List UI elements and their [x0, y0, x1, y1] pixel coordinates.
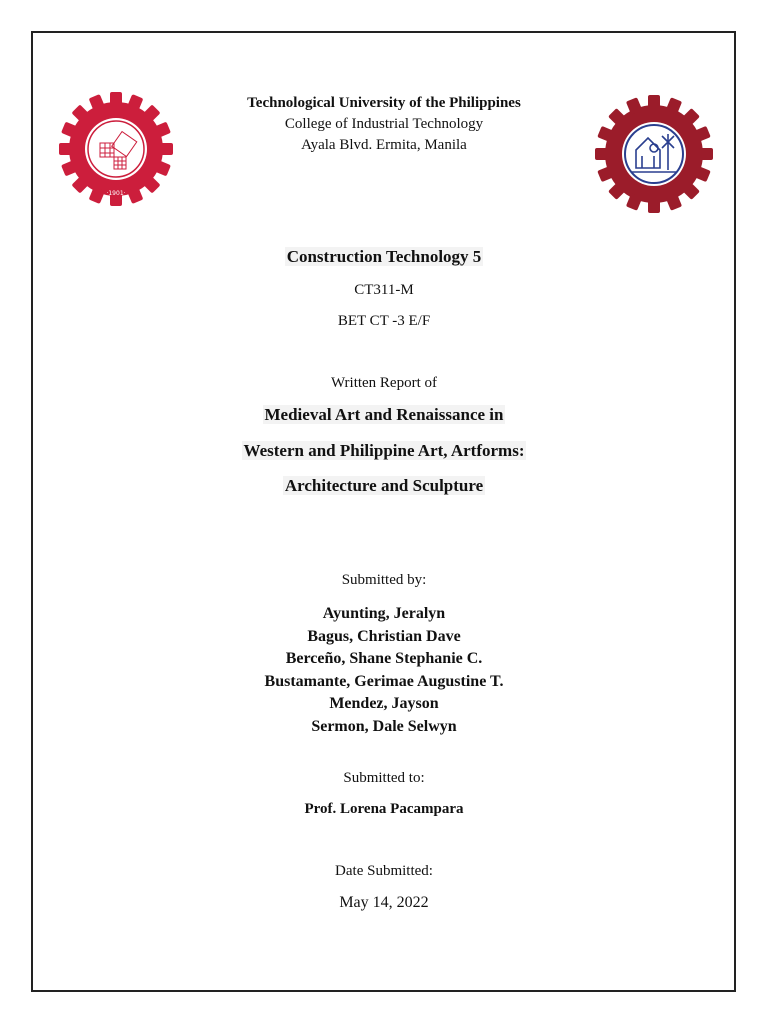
author-name: Sermon, Dale Selwyn	[311, 717, 457, 735]
author-list	[0, 603, 768, 738]
svg-text:·1901·: ·1901·	[106, 190, 126, 197]
report-label: Written Report of	[330, 375, 438, 391]
report-title-text: Western and Philippine Art, Artforms:	[243, 441, 525, 460]
author-name: Ayunting, Jeralyn	[322, 605, 446, 622]
report-title-line	[0, 441, 768, 461]
report-title-text: Medieval Art and Renaissance in	[264, 405, 504, 424]
submitted-by-label: Submitted by:	[341, 572, 427, 588]
author-name: Bagus, Christian Dave	[307, 627, 461, 645]
cit-seal-logo	[593, 95, 715, 213]
date-submitted-label: Date Submitted:	[335, 863, 433, 879]
professor-name: Prof. Lorena Pacampara	[304, 801, 464, 817]
author-name: Berceño, Shane Stephanie C.	[285, 650, 483, 667]
report-title-text: Architecture and Sculpture	[284, 476, 484, 495]
course-title-text: Construction Technology 5	[286, 247, 482, 266]
report-title-line	[0, 476, 768, 496]
course-title	[0, 247, 768, 267]
author-name: Bustamante, Gerimae Augustine T.	[264, 672, 504, 690]
address: Ayala Blvd. Ermita, Manila	[301, 137, 467, 153]
submitted-to-label: Submitted to:	[343, 770, 425, 786]
college-name: College of Industrial Technology	[284, 116, 484, 132]
course-section: BET CT -3 E/F	[337, 313, 431, 329]
university-name: Technological University of the Philippines	[247, 95, 521, 111]
report-title-line	[0, 405, 768, 425]
author-name: Mendez, Jayson	[329, 695, 439, 712]
date-submitted-value: May 14, 2022	[339, 894, 429, 911]
course-code: CT311-M	[354, 282, 414, 298]
